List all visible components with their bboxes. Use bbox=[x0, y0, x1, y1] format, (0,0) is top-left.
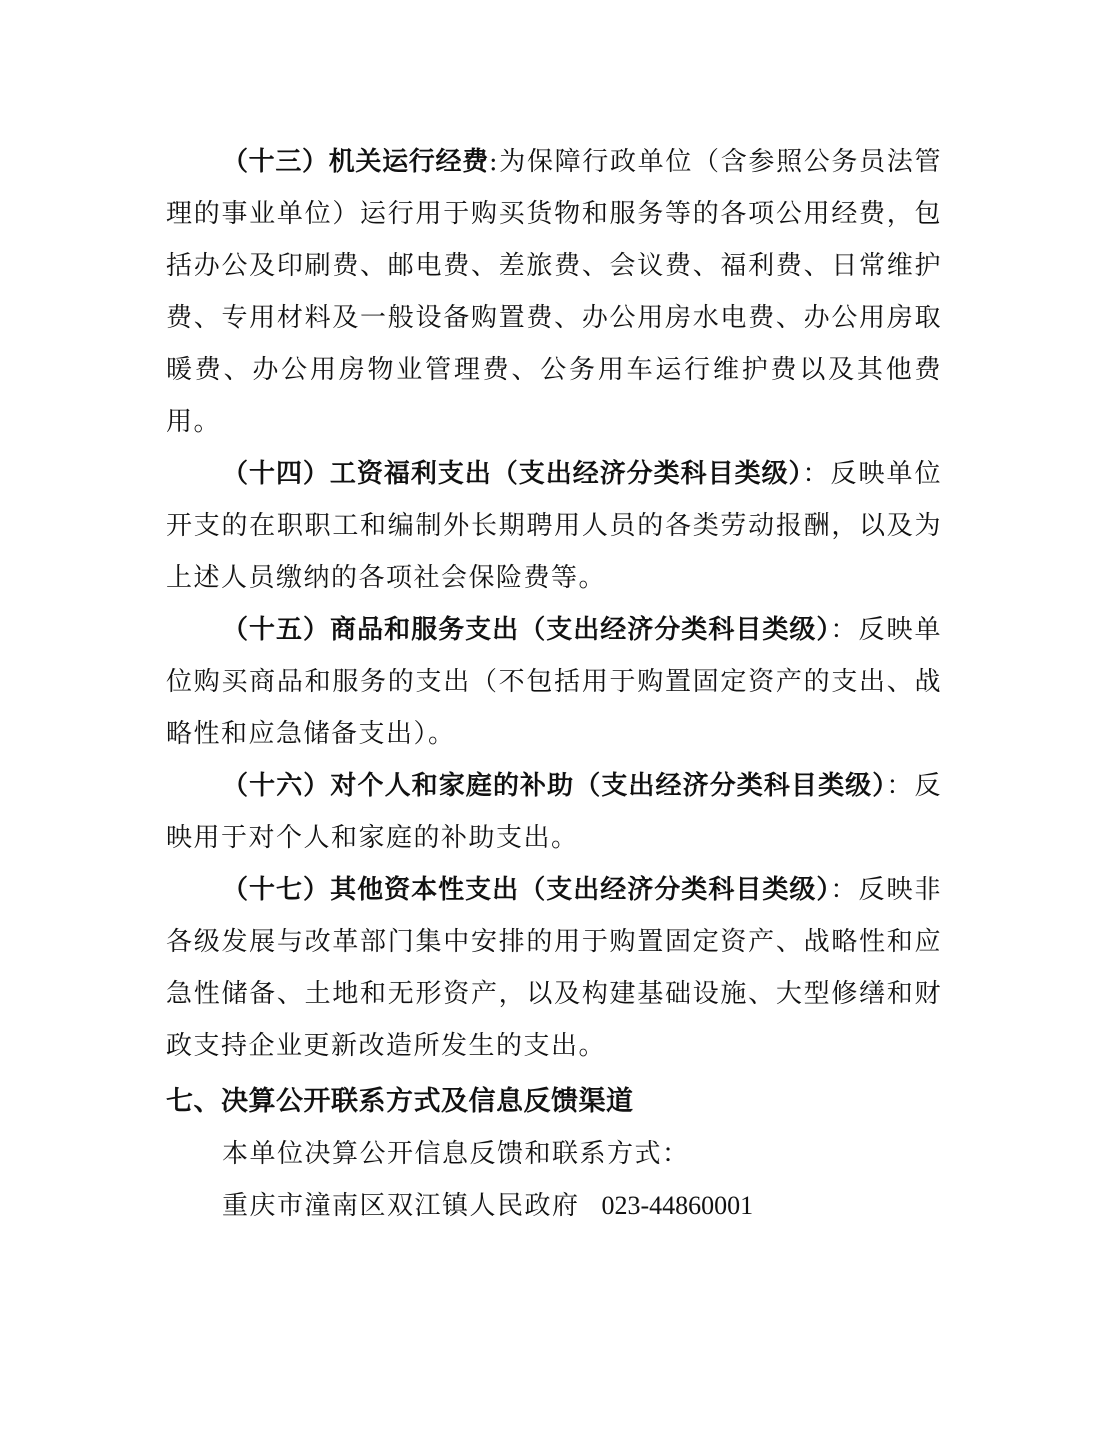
item-13 bbox=[166, 136, 942, 448]
contact-intro: 本单位决算公开信息反馈和联系方式： bbox=[222, 1139, 690, 1169]
item-text: 为保障行政单位（含参照公务员法管理的事业单位）运行用于购买货物和服务等的各项公用经费，包括办公及印刷费、邮电费、差旅费、会议费、福利费、日常维护费、专用材料及一般设备购置费、办公用房水电费、办公用房取暖费、办公用房物业管理费、公务用车运行维护费以及其他费用。 bbox=[166, 147, 942, 437]
document-body bbox=[166, 136, 942, 1232]
item-separator: ： bbox=[830, 615, 859, 645]
item-16 bbox=[166, 760, 942, 864]
item-label: （十五）商品和服务支出（支出经济分类科目类级） bbox=[222, 615, 831, 645]
item-separator: ： bbox=[886, 771, 915, 801]
item-text: 反映用于对个人和家庭的补助支出。 bbox=[166, 771, 942, 853]
item-label: （十六）对个人和家庭的补助（支出经济分类科目类级） bbox=[222, 771, 887, 801]
section-7-heading: 七、决算公开联系方式及信息反馈渠道 bbox=[166, 1086, 634, 1117]
contact-phone: 023-44860001 bbox=[601, 1191, 754, 1220]
item-separator: ： bbox=[802, 459, 831, 489]
item-label: （十三）机关运行经费 bbox=[222, 147, 489, 177]
contact-line bbox=[166, 1180, 942, 1232]
item-label: （十四）工资福利支出（支出经济分类科目类级） bbox=[222, 459, 803, 489]
item-text: 反映非各级发展与改革部门集中安排的用于购置固定资产、战略性和应急性储备、土地和无形资产，以及构建基础设施、大型修缮和财政支持企业更新改造所发生的支出。 bbox=[166, 875, 942, 1061]
item-14 bbox=[166, 448, 942, 604]
item-15 bbox=[166, 604, 942, 760]
contact-organization: 重庆市潼南区双江镇人民政府 bbox=[222, 1191, 580, 1221]
item-text: 反映单位开支的在职职工和编制外长期聘用人员的各类劳动报酬，以及为上述人员缴纳的各项社会保险费等。 bbox=[166, 459, 942, 593]
item-separator: : bbox=[488, 147, 500, 177]
item-text: 反映单位购买商品和服务的支出（不包括用于购置固定资产的支出、战略性和应急储备支出）。 bbox=[166, 615, 942, 749]
item-17 bbox=[166, 864, 942, 1072]
item-separator: ： bbox=[830, 875, 859, 905]
item-label: （十七）其他资本性支出（支出经济分类科目类级） bbox=[222, 875, 831, 905]
